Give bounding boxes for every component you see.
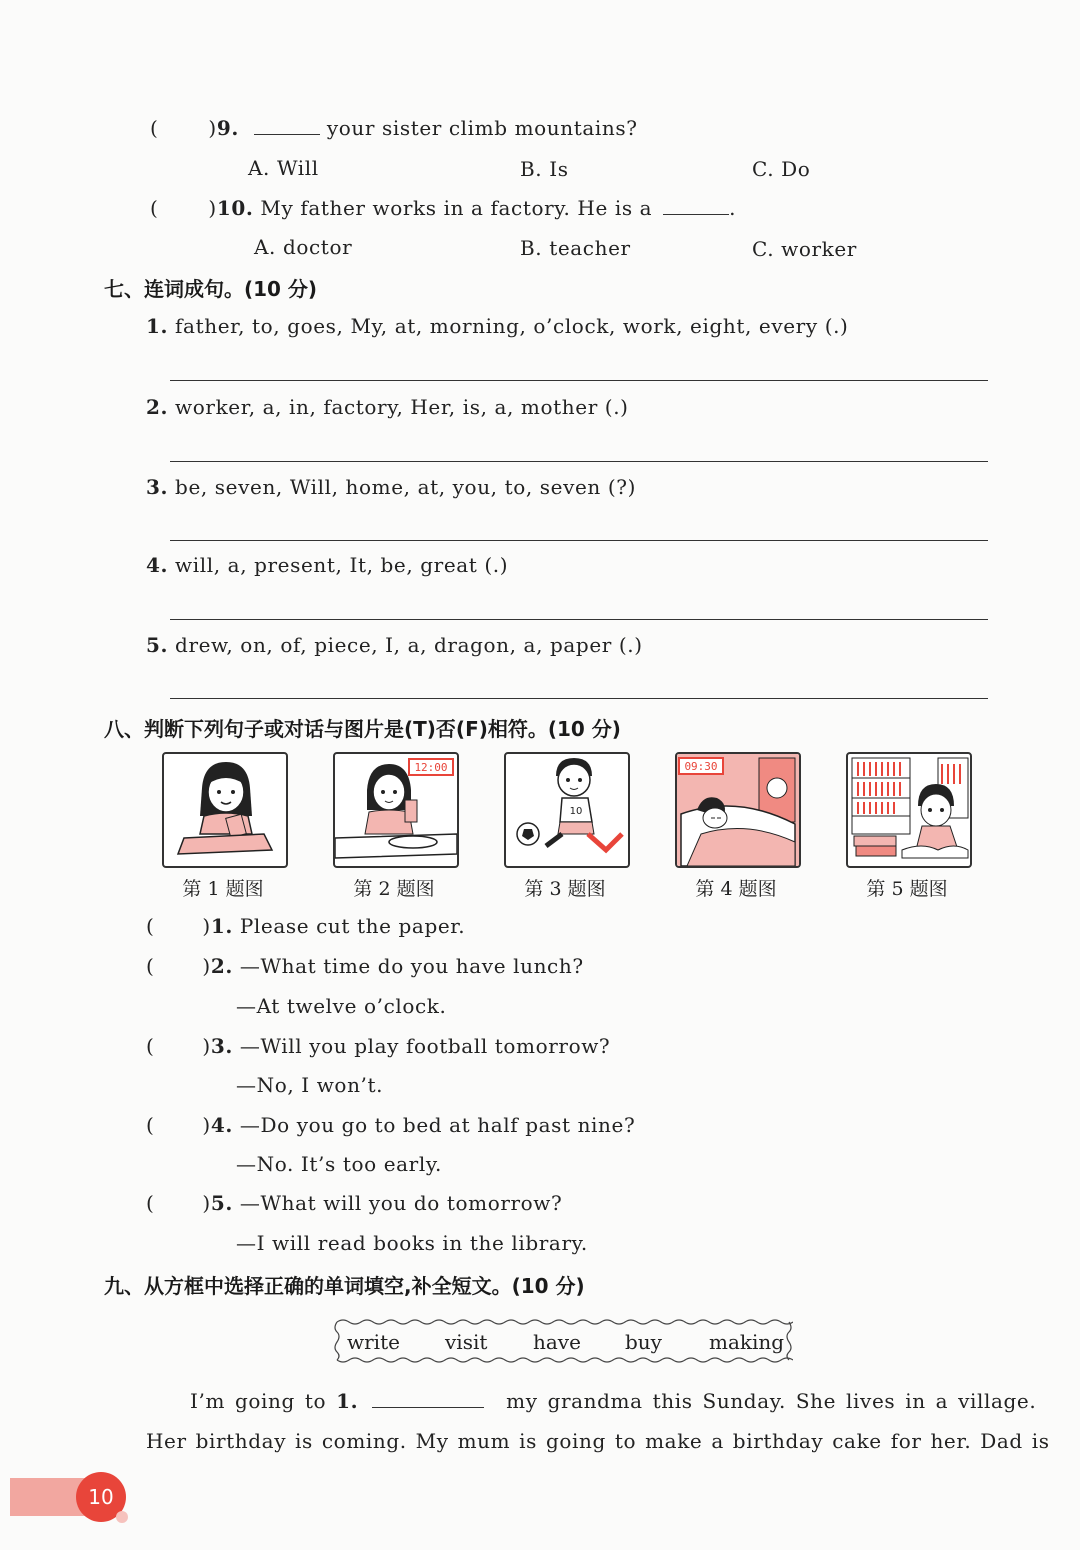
- passage-line-1: [190, 1389, 1036, 1413]
- item-words: will, a, present, It, be, great (.): [168, 553, 509, 577]
- section-8-title: 八、判断下列句子或对话与图片是(T)否(F)相符。(10 分): [104, 717, 621, 741]
- option-c[interactable]: C. worker: [752, 237, 857, 261]
- answer-paren-close: ): [208, 116, 217, 140]
- child-sleeping-illustration: [677, 754, 799, 866]
- sentence-item-4: [146, 553, 508, 577]
- picture-caption-3: 第 3 题图: [524, 878, 606, 900]
- question-text: your sister climb mountains?: [319, 116, 638, 140]
- answer-paren-open[interactable]: (: [146, 914, 155, 938]
- sentence-item-2: [146, 395, 629, 419]
- shirt-number: 10: [569, 806, 583, 817]
- word-bank-buy[interactable]: buy: [625, 1330, 662, 1354]
- word-bank-box: [333, 1318, 793, 1364]
- answer-paren-close: ): [202, 954, 211, 978]
- tf-item-4: [146, 1113, 635, 1137]
- page-number: 10: [88, 1485, 114, 1509]
- question-number: 10.: [216, 196, 254, 220]
- item-question: —Do you go to bed at half past nine?: [232, 1113, 636, 1137]
- answer-paren-open[interactable]: (: [146, 1113, 155, 1137]
- question-number: 9.: [216, 116, 239, 140]
- answer-paren-open[interactable]: (: [150, 116, 159, 140]
- blank-number: 1.: [336, 1389, 359, 1413]
- option-b[interactable]: B. teacher: [520, 236, 631, 260]
- mc-10: [150, 196, 736, 220]
- item-number: 3.: [210, 1034, 233, 1058]
- item-number: 5.: [210, 1191, 233, 1215]
- passage-line-2: Her birthday is coming. My mum is going to make a birthday cake for her. Dad is: [146, 1429, 1050, 1453]
- item-words: be, seven, Will, home, at, you, to, seven (?): [168, 475, 636, 499]
- item-number: 2.: [146, 395, 169, 419]
- item-number: 2.: [210, 954, 233, 978]
- mc-9: [150, 116, 638, 140]
- tf-item-2: [146, 954, 584, 978]
- passage-text: I’m going to: [190, 1389, 337, 1413]
- word-bank-making[interactable]: making: [709, 1330, 785, 1354]
- option-a[interactable]: A. Will: [248, 156, 319, 180]
- item-number: 5.: [146, 633, 169, 657]
- decorative-dot: [116, 1511, 128, 1523]
- word-bank-write[interactable]: write: [347, 1330, 400, 1354]
- picture-caption-2: 第 2 题图: [353, 878, 435, 900]
- picture-1: [162, 752, 288, 868]
- answer-paren-close: ): [208, 196, 217, 220]
- answer-paren-close: ): [202, 914, 211, 938]
- tf-item-3: [146, 1034, 610, 1058]
- option-c[interactable]: C. Do: [752, 157, 811, 181]
- fill-blank[interactable]: [254, 116, 320, 135]
- item-question: —What will you do tomorrow?: [232, 1191, 563, 1215]
- picture-caption-5: 第 5 题图: [866, 878, 948, 900]
- picture-caption-4: 第 4 题图: [695, 878, 777, 900]
- answer-paren-open[interactable]: (: [146, 954, 155, 978]
- answer-paren-open[interactable]: (: [150, 196, 159, 220]
- question-text: My father works in a factory. He is a: [253, 196, 660, 220]
- item-answer: —No. It’s too early.: [236, 1152, 443, 1176]
- item-question: —What time do you have lunch?: [232, 954, 584, 978]
- option-b[interactable]: B. Is: [520, 157, 569, 181]
- item-question: —Will you play football tomorrow?: [232, 1034, 611, 1058]
- section-9-title: 九、从方框中选择正确的单词填空,补全短文。(10 分): [104, 1274, 585, 1298]
- picture-5: [846, 752, 972, 868]
- item-number: 3.: [146, 475, 169, 499]
- picture-4: [675, 752, 801, 868]
- item-words: drew, on, of, piece, I, a, dragon, a, paper (.): [168, 633, 643, 657]
- girl-cutting-paper-illustration: [164, 754, 286, 866]
- answer-paren-open[interactable]: (: [146, 1034, 155, 1058]
- section-7-title: 七、连词成句。(10 分): [104, 277, 318, 301]
- boy-reading-library-illustration: [848, 754, 970, 866]
- item-words: father, to, goes, My, at, morning, o’clock, work, eight, every (.): [168, 314, 849, 338]
- answer-line-3[interactable]: [170, 540, 988, 541]
- answer-paren-open[interactable]: (: [146, 1191, 155, 1215]
- fill-blank[interactable]: [663, 196, 729, 215]
- item-text: Please cut the paper.: [232, 914, 466, 938]
- answer-paren-close: ): [202, 1034, 211, 1058]
- word-bank-have[interactable]: have: [533, 1330, 581, 1354]
- item-number: 4.: [210, 1113, 233, 1137]
- clock-display: 12:00: [414, 761, 448, 774]
- item-number: 1.: [146, 314, 169, 338]
- sentence-item-3: [146, 475, 636, 499]
- picture-2: [333, 752, 459, 868]
- answer-line-5[interactable]: [170, 698, 988, 699]
- boy-football-illustration: [506, 754, 628, 866]
- item-number: 4.: [146, 553, 169, 577]
- tf-item-1: [146, 914, 465, 938]
- answer-paren-close: ): [202, 1113, 211, 1137]
- fill-blank-1[interactable]: [372, 1389, 484, 1408]
- tf-item-5: [146, 1191, 562, 1215]
- item-words: worker, a, in, factory, Her, is, a, mother (.): [168, 395, 629, 419]
- picture-3: [504, 752, 630, 868]
- item-answer: —I will read books in the library.: [236, 1231, 588, 1255]
- sentence-item-1: [146, 314, 848, 338]
- answer-line-1[interactable]: [170, 380, 988, 381]
- item-answer: —At twelve o’clock.: [236, 994, 447, 1018]
- item-number: 1.: [210, 914, 233, 938]
- picture-caption-1: 第 1 题图: [182, 878, 264, 900]
- clock-display: 09:30: [684, 760, 718, 773]
- passage-text: my grandma this Sunday. She lives in a village.: [496, 1389, 1037, 1413]
- option-a[interactable]: A. doctor: [254, 235, 353, 259]
- sentence-item-5: [146, 633, 643, 657]
- item-answer: —No, I won’t.: [236, 1073, 384, 1097]
- answer-line-2[interactable]: [170, 461, 988, 462]
- question-end: .: [729, 196, 737, 220]
- answer-paren-close: ): [202, 1191, 211, 1215]
- answer-line-4[interactable]: [170, 619, 988, 620]
- word-bank-visit[interactable]: visit: [445, 1330, 488, 1354]
- girl-lunch-illustration: [335, 754, 457, 866]
